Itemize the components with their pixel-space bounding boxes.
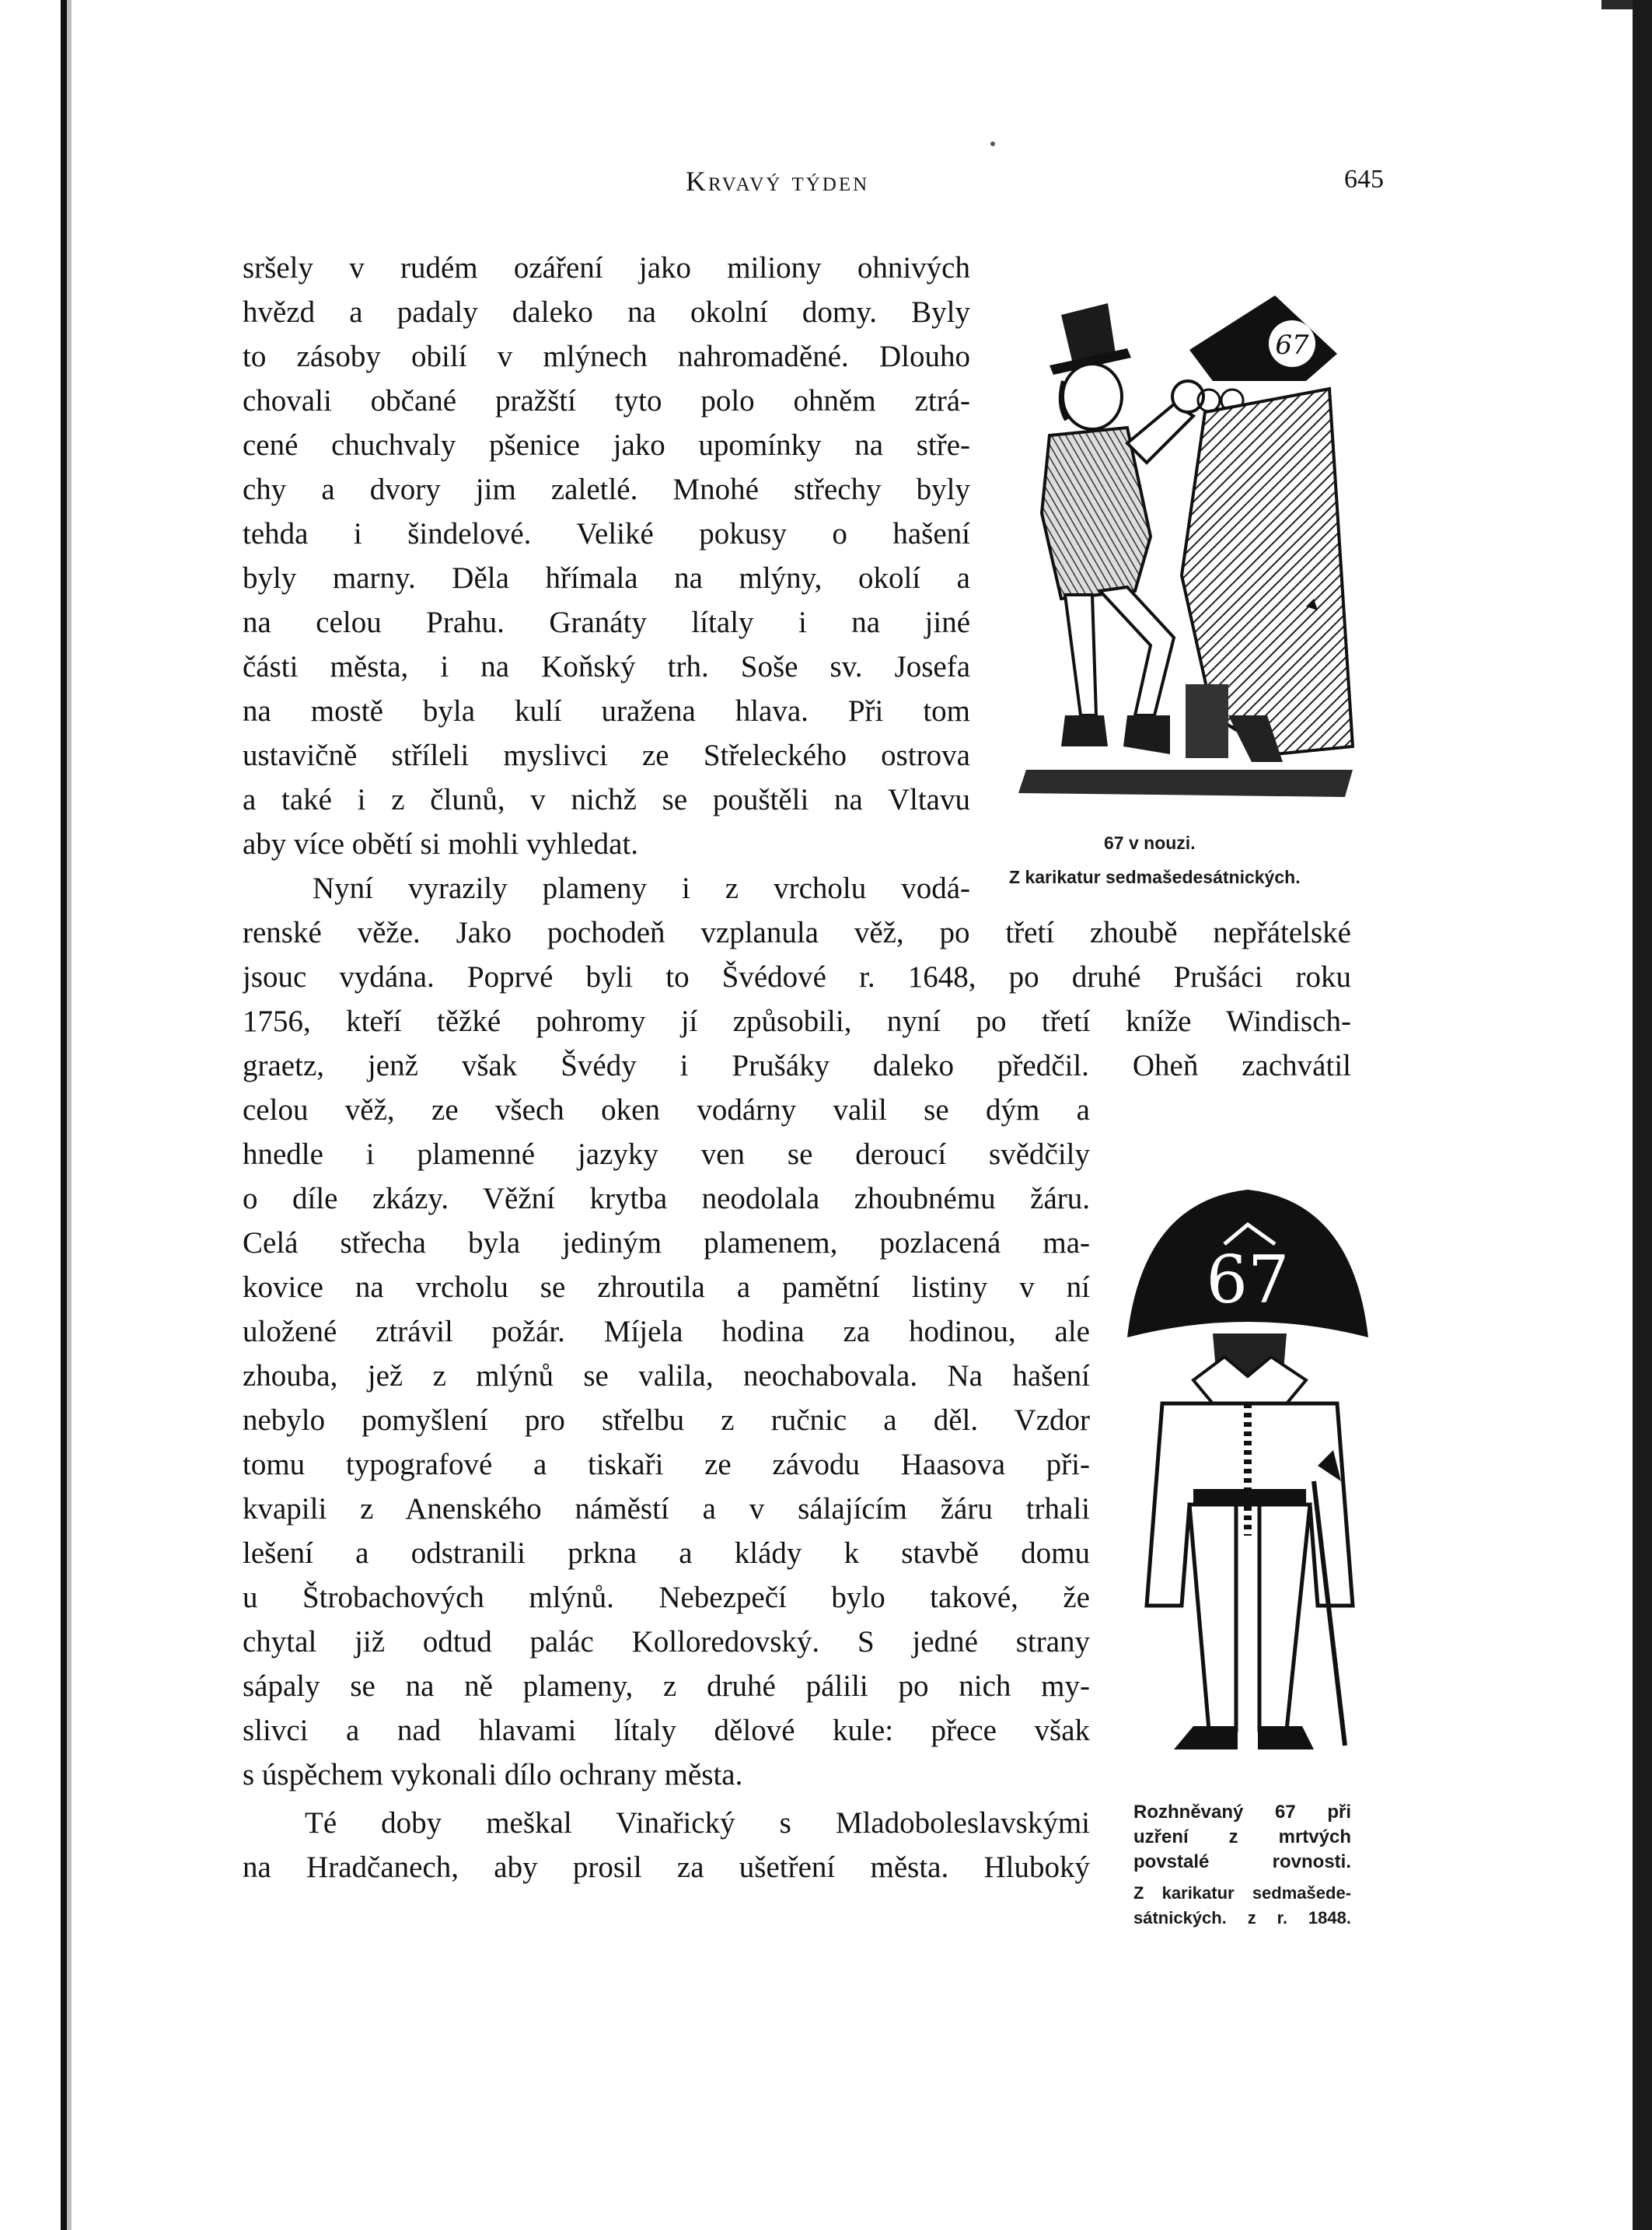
text-line: u Štrobachových mlýnů. Nebezpečí bylo takové, že: [243, 1581, 1090, 1614]
text-line: 1756, kteří těžké pohromy jí způsobili, nyní po třetí kníže Windisch-: [243, 1005, 1351, 1038]
text-line: jsouc vydána. Poprvé byli to Švédové r. 1648, po druhé Prušáci roku: [243, 960, 1351, 994]
text-line: tehda i šindelové. Veliké pokusy o hašení: [243, 517, 970, 551]
scan-left-border: [61, 0, 67, 2230]
caricature-figure-bottom: [1119, 1170, 1376, 1784]
figure1-caption-line1: 67 v nouzi.: [1104, 833, 1196, 853]
text-line: sápaly se na ně plameny, z druhé pálili po nich my-: [243, 1669, 1090, 1703]
text-line: na celou Prahu. Granáty lítaly i na jiné: [243, 606, 970, 639]
text-line: slivci a nad hlavami lítaly dělové kule: přece však: [243, 1714, 1090, 1747]
running-title: Krvavý týden: [686, 166, 870, 197]
text-line: graetz, jenž však Švédy i Prušáky daleko předčil. Oheň zachvátil: [243, 1049, 1351, 1082]
hat-number-label: 67: [1206, 1242, 1290, 1318]
page-number: 645: [1344, 165, 1384, 194]
figure2-caption-line: sátnických. z r. 1848.: [1133, 1908, 1351, 1928]
scan-corner-mark: [1601, 0, 1633, 9]
text-line: renské věže. Jako pochodeň vzplanula věž, po třetí zhoubě nepřátelské: [243, 916, 1351, 949]
figure1-caption-line2: Z karikatur sedmašedesátnických.: [1009, 867, 1301, 887]
hat-number-label: 67: [1275, 330, 1309, 361]
scan-left-margin: [0, 0, 67, 2230]
text-line: sršely v rudém ozáření jako miliony ohnivých: [243, 251, 970, 285]
text-line: ustavičně stříleli myslivci ze Střeleckého ostrova: [243, 739, 970, 772]
text-line: aby více obětí si mohli vyhledat.: [243, 827, 639, 861]
text-line: hvězd a padaly daleko na okolní domy. Byly: [243, 295, 970, 329]
text-line: tomu typografové a tiskaři ze závodu Haasova při-: [243, 1448, 1090, 1481]
text-line: Celá střecha byla jediným plamenem, pozlacená ma-: [243, 1226, 1090, 1260]
text-line: celou věž, ze všech oken vodárny valil se dým a: [243, 1093, 1090, 1127]
text-line: to zásoby obilí v mlýnech nahromaděné. Dlouho: [243, 340, 970, 373]
text-line: cené chuchvaly pšenice jako upomínky na stře-: [243, 428, 970, 462]
figure2-caption-line: Z karikatur sedmašede-: [1133, 1883, 1351, 1903]
text-line: kovice na vrcholu se zhroutila a pamětní listiny v ní: [243, 1271, 1090, 1304]
text-line-indented: Té doby meškal Vinařický s Mladoboleslavskými: [305, 1806, 1090, 1840]
figure2-caption-line: Rozhněvaný 67 při: [1133, 1802, 1351, 1823]
text-line: na mostě byla kulí uražena hlava. Při tom: [243, 694, 970, 728]
text-line: a také i z člunů, v nichž se pouštěli na Vltavu: [243, 783, 970, 816]
scan-left-shadow: [67, 0, 72, 2230]
text-line-indented: Nyní vyrazily plameny i z vrcholu vodá-: [313, 872, 970, 905]
text-line: s úspěchem vykonali dílo ochrany města.: [243, 1758, 743, 1791]
scan-speck: [990, 142, 995, 146]
text-line: byly marny. Děla hřímala na mlýny, okolí a: [243, 561, 970, 595]
figure2-caption-line: povstalé rovnosti.: [1133, 1851, 1351, 1872]
text-line: chy a dvory jim zaletlé. Mnohé střechy byly: [243, 473, 970, 506]
text-line: nebylo pomyšlení pro střelbu z ručnic a děl. Vzdor: [243, 1403, 1090, 1437]
text-line: části města, i na Koňský trh. Soše sv. Josefa: [243, 650, 970, 683]
scan-right-border: [1633, 0, 1652, 2230]
text-line: kvapili z Anenského náměstí a v sálajícím žáru trhali: [243, 1492, 1090, 1526]
text-line: lešení a odstranili prkna a klády k stavbě domu: [243, 1536, 1090, 1570]
text-line: o díle zkázy. Věžní krytba neodolala zhoubnému žáru.: [243, 1182, 1090, 1215]
caricature-figure-top: [1018, 280, 1360, 824]
text-line: chovali občané pražští tyto polo ohněm ztrá-: [243, 384, 970, 418]
figure2-caption-line: uzření z mrtvých: [1133, 1826, 1351, 1847]
text-line: uložené ztrávil požár. Míjela hodina za hodinou, ale: [243, 1315, 1090, 1348]
text-line: chytal již odtud palác Kolloredovský. S jedné strany: [243, 1625, 1090, 1659]
text-line: hnedle i plamenné jazyky ven se deroucí svědčily: [243, 1138, 1090, 1171]
text-line: na Hradčanech, aby prosil za ušetření města. Hluboký: [243, 1851, 1090, 1884]
text-line: zhouba, jež z mlýnů se valila, neochabovala. Na hašení: [243, 1359, 1090, 1393]
